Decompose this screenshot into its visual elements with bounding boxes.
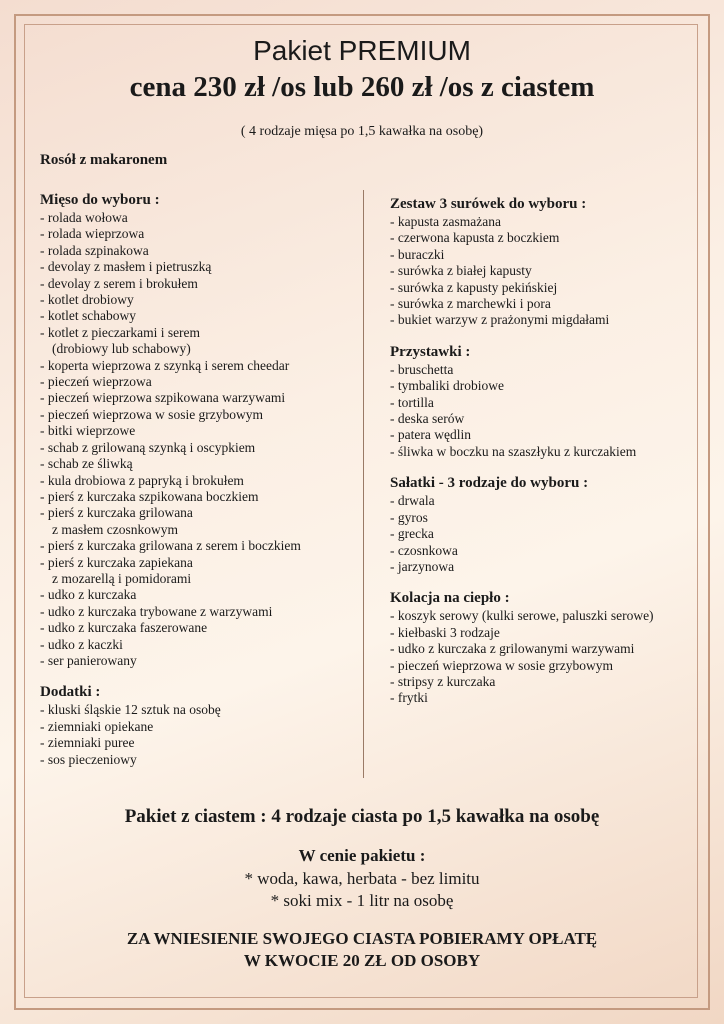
column-divider — [363, 190, 364, 778]
list-item: - tortilla — [390, 394, 434, 410]
list-item: - grecka — [390, 526, 434, 542]
list-item: - śliwka w boczku na szaszłyku z kurczakiem — [390, 443, 637, 459]
list-item: - udko z kurczaka trybowane z warzywami — [40, 603, 273, 619]
salads-set-heading: Zestaw 3 surówek do wyboru : — [390, 196, 587, 212]
starters-heading: Przystawki : — [390, 343, 471, 360]
salads-set-list — [390, 214, 690, 329]
list-item: - rolada wołowa — [40, 210, 128, 225]
list-item: - czerwona kapusta z boczkiem — [390, 230, 560, 246]
list-item: - drwala — [390, 493, 435, 509]
list-item: - bruschetta — [390, 361, 454, 377]
hot-supper-section — [390, 589, 690, 706]
list-item: - ziemniaki puree — [40, 735, 135, 751]
list-item: - koszyk serowy (kulki serowe, paluszki serowe) — [390, 608, 654, 624]
list-item: - kapusta zasmażana — [390, 214, 501, 229]
salads-section — [390, 474, 690, 575]
soup: Rosół z makaronem — [40, 152, 168, 168]
list-item: - surówka z marchewki i pora — [390, 296, 551, 312]
cake-fee-line-2: W KWOCIE 20 ZŁ OD OSOBY — [243, 951, 481, 970]
list-item: - pieczeń wieprzowa — [40, 374, 152, 390]
list-item: - pierś z kurczaka grilowana z serem i boczkiem — [40, 538, 301, 554]
list-item: - kula drobiowa z papryką i brokułem — [40, 472, 244, 488]
meat-list — [40, 210, 360, 669]
list-item: - bitki wieprzowe — [40, 423, 136, 439]
list-item: - patera wędlin — [390, 427, 471, 443]
list-item: - kluski śląskie 12 sztuk na osobę — [40, 702, 221, 718]
right-column — [390, 195, 690, 721]
list-item: - koperta wieprzowa z szynką i serem cheedar — [40, 357, 290, 373]
list-item: - jarzynowa — [390, 558, 455, 574]
cake-fee-line-1: ZA WNIESIENIE SWOJEGO CIASTA POBIERAMY OPŁATĘ — [126, 929, 598, 948]
package-title: Pakiet PREMIUM — [253, 35, 471, 66]
list-item: - schab ze śliwką — [40, 456, 133, 472]
list-item: - schab z grilowaną szynką i oscypkiem — [40, 439, 256, 455]
meat-section — [40, 191, 360, 669]
sides-list — [40, 702, 360, 768]
list-item: - udko z kurczaka faszerowane — [40, 620, 208, 636]
list-item: (drobiowy lub schabowy) — [52, 341, 191, 357]
hot-supper-list — [390, 608, 690, 706]
included-drinks: * woda, kawa, herbata - bez limitu — [244, 869, 480, 888]
list-item: - deska serów — [390, 411, 465, 427]
salads-list — [390, 493, 690, 575]
cake-package-line: Pakiet z ciastem : 4 rodzaje ciasta po 1,5 kawałka na osobę — [124, 806, 600, 827]
meat-portion-note: ( 4 rodzaje mięsa po 1,5 kawałka na osobę) — [240, 124, 484, 139]
list-item: - devolay z masłem i pietruszką — [40, 259, 212, 275]
list-item: - buraczki — [390, 246, 445, 262]
list-item: - ser panierowany — [40, 652, 137, 668]
salads-heading: Sałatki - 3 rodzaje do wyboru : — [390, 475, 589, 492]
list-item: - kiełbaski 3 rodzaje — [390, 624, 500, 640]
package-price: cena 230 zł /os lub 260 zł /os z ciastem — [129, 71, 595, 103]
list-item: - udko z kurczaka — [40, 587, 137, 603]
sides-heading: Dodatki : — [40, 684, 101, 701]
list-item: - udko z kurczaka z grilowanymi warzywami — [390, 641, 635, 657]
list-item: z masłem czosnkowym — [52, 521, 178, 537]
meat-heading: Mięso do wyboru : — [40, 192, 160, 208]
list-item: - tymbaliki drobiowe — [390, 378, 504, 394]
list-item: - kotlet schabowy — [40, 308, 136, 324]
list-item: - pieczeń wieprzowa w sosie grzybowym — [40, 406, 264, 422]
included-heading: W cenie pakietu : — [298, 846, 426, 865]
list-item: - surówka z kapusty pekińskiej — [390, 279, 558, 295]
list-item: - kotlet z pieczarkami i serem — [40, 324, 201, 340]
sides-section — [40, 683, 360, 768]
list-item: - devolay z serem i brokułem — [40, 275, 198, 291]
list-item: - pieczeń wieprzowa w sosie grzybowym — [390, 657, 614, 673]
list-item: - sos pieczeniowy — [40, 751, 137, 767]
hot-supper-heading: Kolacja na ciepło : — [390, 590, 510, 607]
list-item: - frytki — [390, 690, 428, 706]
included-juices: * soki mix - 1 litr na osobę — [270, 891, 454, 910]
list-item: - ziemniaki opiekane — [40, 718, 154, 734]
salads-set-section — [390, 195, 690, 329]
list-item: - bukiet warzyw z prażonymi migdałami — [390, 312, 610, 328]
list-item: - pierś z kurczaka zapiekana — [40, 554, 193, 570]
list-item: - gyros — [390, 509, 428, 525]
list-item: - pierś z kurczaka szpikowana boczkiem — [40, 488, 259, 504]
cake-fee-notice — [0, 928, 724, 972]
list-item: - czosnkowa — [390, 542, 458, 558]
list-item: - pierś z kurczaka grilowana — [40, 505, 193, 521]
left-column — [40, 191, 360, 782]
list-item: z mozarellą i pomidorami — [52, 570, 192, 586]
starters-section — [390, 343, 690, 460]
starters-list — [390, 362, 690, 460]
list-item: - rolada wieprzowa — [40, 226, 145, 242]
list-item: - pieczeń wieprzowa szpikowana warzywami — [40, 390, 286, 406]
list-item: - stripsy z kurczaka — [390, 673, 496, 689]
list-item: - udko z kaczki — [40, 636, 123, 652]
list-item: - surówka z białej kapusty — [390, 263, 532, 279]
list-item: - kotlet drobiowy — [40, 292, 134, 308]
list-item: - rolada szpinakowa — [40, 242, 149, 258]
